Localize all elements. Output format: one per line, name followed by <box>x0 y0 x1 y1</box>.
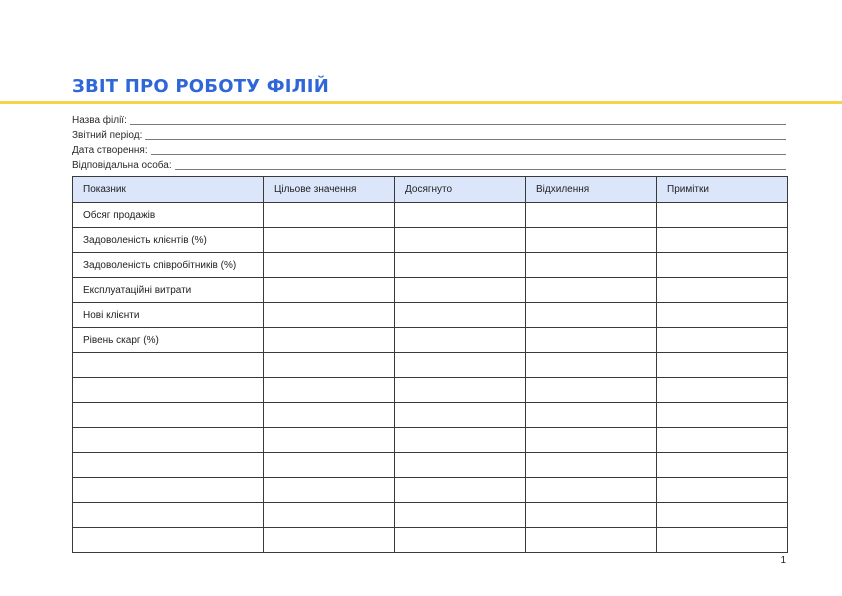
report-title: ЗВІТ ПРО РОБОТУ ФІЛІЙ <box>72 76 329 97</box>
value-cell[interactable] <box>264 228 395 253</box>
value-cell[interactable] <box>395 378 526 403</box>
value-cell[interactable] <box>264 203 395 228</box>
column-header: Примітки <box>657 177 788 203</box>
value-cell[interactable] <box>526 303 657 328</box>
value-cell[interactable] <box>264 328 395 353</box>
table-row <box>73 303 788 328</box>
column-header: Відхилення <box>526 177 657 203</box>
value-cell[interactable] <box>657 528 788 553</box>
table-row <box>73 278 788 303</box>
metric-cell <box>73 528 264 553</box>
kpi-table <box>72 176 788 553</box>
value-cell[interactable] <box>395 403 526 428</box>
table-body <box>73 203 788 553</box>
value-cell[interactable] <box>657 353 788 378</box>
meta-field-branch-name <box>72 112 786 126</box>
value-cell[interactable] <box>395 528 526 553</box>
value-cell[interactable] <box>657 328 788 353</box>
value-cell[interactable] <box>657 278 788 303</box>
table-row <box>73 403 788 428</box>
metric-cell: Задоволеність клієнтів (%) <box>73 228 264 253</box>
value-cell[interactable] <box>395 203 526 228</box>
value-cell[interactable] <box>395 353 526 378</box>
metric-cell: Експлуатаційні витрати <box>73 278 264 303</box>
table-row <box>73 478 788 503</box>
value-cell[interactable] <box>526 378 657 403</box>
value-cell[interactable] <box>657 403 788 428</box>
value-cell[interactable] <box>526 428 657 453</box>
value-cell[interactable] <box>264 478 395 503</box>
fill-in-line[interactable] <box>175 169 786 170</box>
value-cell[interactable] <box>526 353 657 378</box>
table-row <box>73 528 788 553</box>
table-row <box>73 253 788 278</box>
metric-cell <box>73 503 264 528</box>
value-cell[interactable] <box>526 328 657 353</box>
meta-label: Назва філії: <box>72 115 127 126</box>
metric-cell <box>73 403 264 428</box>
value-cell[interactable] <box>264 353 395 378</box>
value-cell[interactable] <box>657 503 788 528</box>
value-cell[interactable] <box>657 303 788 328</box>
value-cell[interactable] <box>264 303 395 328</box>
meta-field-reporting-period <box>72 127 786 141</box>
value-cell[interactable] <box>395 478 526 503</box>
meta-field-creation-date <box>72 142 786 156</box>
value-cell[interactable] <box>657 428 788 453</box>
table-header-row <box>73 177 788 203</box>
value-cell[interactable] <box>264 453 395 478</box>
value-cell[interactable] <box>526 403 657 428</box>
value-cell[interactable] <box>264 428 395 453</box>
value-cell[interactable] <box>395 328 526 353</box>
metric-cell: Обсяг продажів <box>73 203 264 228</box>
metric-cell: Задоволеність співробітників (%) <box>73 253 264 278</box>
value-cell[interactable] <box>526 203 657 228</box>
value-cell[interactable] <box>657 453 788 478</box>
value-cell[interactable] <box>264 278 395 303</box>
table-row <box>73 328 788 353</box>
value-cell[interactable] <box>395 303 526 328</box>
table-row <box>73 453 788 478</box>
metric-cell <box>73 453 264 478</box>
value-cell[interactable] <box>657 378 788 403</box>
value-cell[interactable] <box>264 253 395 278</box>
value-cell[interactable] <box>526 278 657 303</box>
meta-label: Відповідальна особа: <box>72 160 172 171</box>
column-header: Досягнуто <box>395 177 526 203</box>
meta-label: Звітний період: <box>72 130 143 141</box>
value-cell[interactable] <box>395 228 526 253</box>
value-cell[interactable] <box>395 503 526 528</box>
fill-in-line[interactable] <box>145 139 786 140</box>
value-cell[interactable] <box>395 453 526 478</box>
value-cell[interactable] <box>657 203 788 228</box>
value-cell[interactable] <box>526 503 657 528</box>
table-row <box>73 378 788 403</box>
value-cell[interactable] <box>526 528 657 553</box>
value-cell[interactable] <box>657 478 788 503</box>
value-cell[interactable] <box>526 453 657 478</box>
meta-field-responsible-person <box>72 157 786 171</box>
value-cell[interactable] <box>264 528 395 553</box>
title-divider <box>0 101 842 104</box>
table-row <box>73 428 788 453</box>
metric-cell <box>73 378 264 403</box>
fill-in-line[interactable] <box>130 124 786 125</box>
value-cell[interactable] <box>395 278 526 303</box>
value-cell[interactable] <box>264 503 395 528</box>
value-cell[interactable] <box>526 253 657 278</box>
fill-in-line[interactable] <box>151 154 786 155</box>
meta-label: Дата створення: <box>72 145 148 156</box>
table-row <box>73 503 788 528</box>
value-cell[interactable] <box>395 428 526 453</box>
column-header: Показник <box>73 177 264 203</box>
table-row <box>73 228 788 253</box>
metric-cell: Рівень скарг (%) <box>73 328 264 353</box>
value-cell[interactable] <box>395 253 526 278</box>
value-cell[interactable] <box>264 378 395 403</box>
page-number: 1 <box>780 555 786 566</box>
metric-cell <box>73 478 264 503</box>
table-row <box>73 353 788 378</box>
metric-cell <box>73 428 264 453</box>
metric-cell: Нові клієнти <box>73 303 264 328</box>
value-cell[interactable] <box>526 478 657 503</box>
metric-cell <box>73 353 264 378</box>
column-header: Цільове значення <box>264 177 395 203</box>
value-cell[interactable] <box>657 228 788 253</box>
value-cell[interactable] <box>657 253 788 278</box>
table-row <box>73 203 788 228</box>
value-cell[interactable] <box>264 403 395 428</box>
value-cell[interactable] <box>526 228 657 253</box>
